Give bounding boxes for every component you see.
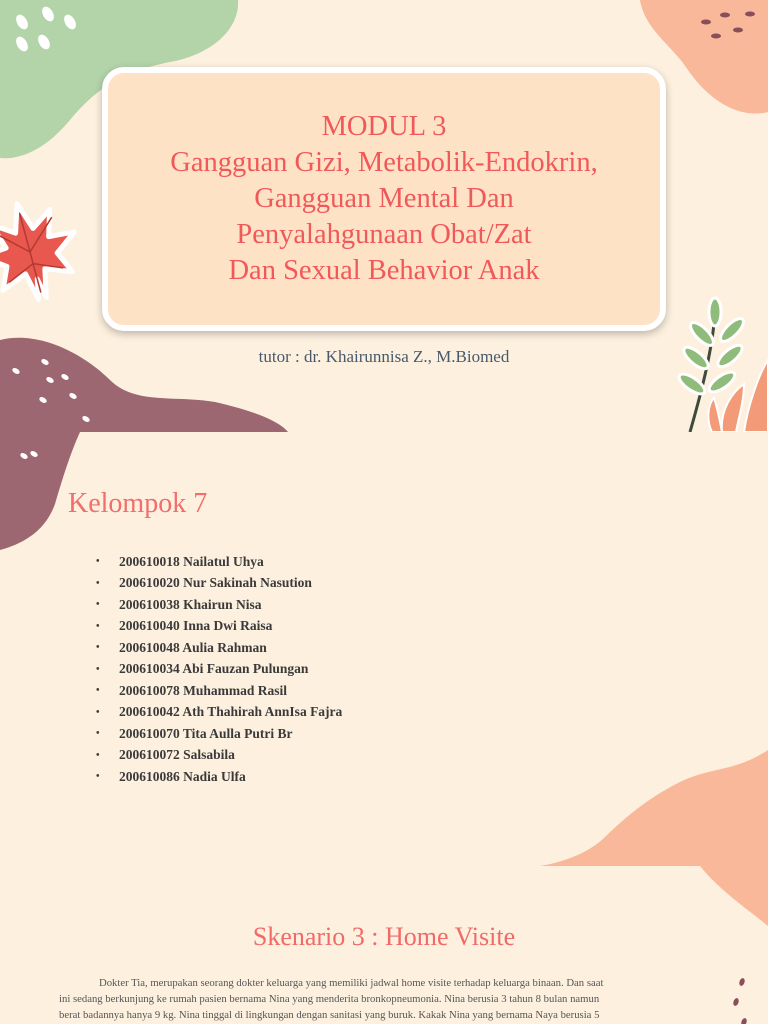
bullet-icon: • <box>96 728 100 740</box>
list-item <box>96 573 342 595</box>
bullet-icon: • <box>96 771 100 783</box>
list-item <box>96 594 342 616</box>
bullet-icon: • <box>96 685 100 697</box>
list-item <box>96 680 342 702</box>
scenario-line-2: ini sedang berkunjung ke rumah pasien bernama Nina yang menderita bronkopneumonia. Nina berusia 3 tahun 8 bulan namun <box>59 993 600 1005</box>
bullet-icon: • <box>96 620 100 632</box>
tutor-label: tutor : dr. Khairunnisa Z., M.Biomed <box>258 347 510 366</box>
member-name: 200610086 Nadia Ulfa <box>119 768 246 784</box>
member-name: 200610040 Inna Dwi Raisa <box>119 618 273 634</box>
member-name: 200610038 Khairun Nisa <box>119 596 262 612</box>
list-item <box>96 659 342 681</box>
member-list <box>96 551 342 788</box>
bullet-icon: • <box>96 749 100 761</box>
title-line-4: Penyalahgunaan Obat/Zat <box>236 219 532 250</box>
list-item <box>96 637 342 659</box>
list-item <box>96 766 342 788</box>
scenario-line-1: Dokter Tia, merupakan seorang dokter keluarga yang memiliki jadwal home visite terhadap keluarga binaan. Dan saat <box>99 977 604 989</box>
scenario-body <box>59 975 715 1023</box>
member-name: 200610018 Nailatul Uhya <box>119 553 264 569</box>
title-line-3: Gangguan Mental Dan <box>254 183 514 214</box>
peach-blob <box>540 750 768 866</box>
bullet-icon: • <box>96 556 100 568</box>
list-item <box>96 702 342 724</box>
bullet-icon: • <box>96 577 100 589</box>
scenario-slide <box>0 866 768 1024</box>
member-name: 200610020 Nur Sakinah Nasution <box>119 575 312 591</box>
bullet-icon: • <box>96 706 100 718</box>
bullet-icon: • <box>96 642 100 654</box>
title-line-2: Gangguan Gizi, Metabolik-Endokrin, <box>170 147 598 178</box>
list-item <box>96 551 342 573</box>
title-line-1: MODUL 3 <box>321 111 447 142</box>
list-item <box>96 723 342 745</box>
title-slide <box>0 0 768 432</box>
members-slide <box>0 432 768 866</box>
peach-blob <box>700 866 768 926</box>
member-name: 200610078 Muhammad Rasil <box>119 682 288 698</box>
member-name: 200610034 Abi Fauzan Pulungan <box>119 661 309 677</box>
scenario-line-3: berat badannya hanya 9 kg. Nina tinggal di lingkungan dengan sanitasi yang buruk. Kakak Nina yang bernama Naya berusia 5 <box>59 1009 600 1021</box>
scenario-title: Skenario 3 : Home Visite <box>252 922 516 951</box>
group-title: Kelompok 7 <box>68 488 208 519</box>
bullet-icon: • <box>96 599 100 611</box>
member-name: 200610048 Aulia Rahman <box>119 639 267 655</box>
maple-leaf-icon <box>0 191 89 311</box>
member-name: 200610042 Ath Thahirah AnnIsa Fajra <box>119 704 343 720</box>
title-line-5: Dan Sexual Behavior Anak <box>228 255 540 286</box>
member-name: 200610072 Salsabila <box>119 747 235 763</box>
dots <box>732 977 747 1024</box>
title-card <box>102 67 666 331</box>
member-name: 200610070 Tita Aulla Putri Br <box>119 725 293 741</box>
list-item <box>96 616 342 638</box>
bullet-icon: • <box>96 663 100 675</box>
list-item <box>96 745 342 767</box>
orange-plant-icon <box>708 360 768 432</box>
